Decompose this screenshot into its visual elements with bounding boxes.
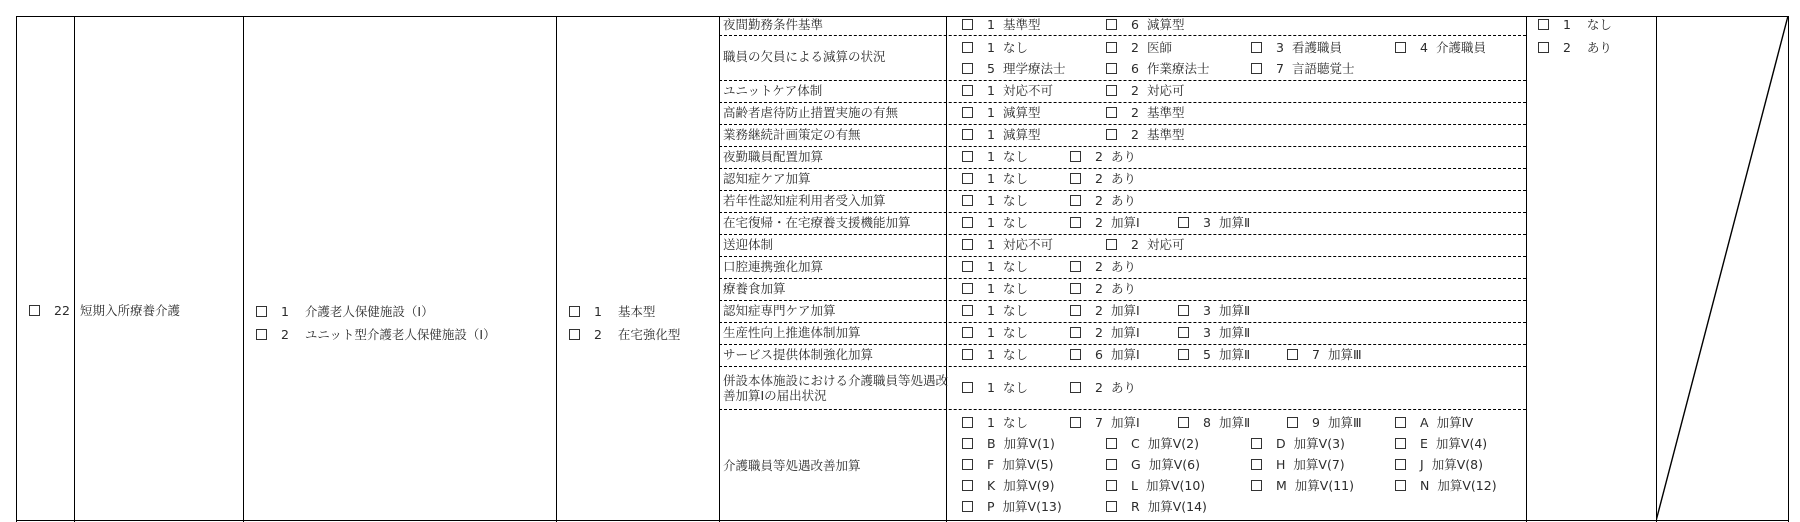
side-option-2[interactable]: 2 あり — [1538, 40, 1612, 56]
option-checkbox[interactable]: 1 なし — [962, 40, 1028, 56]
option-checkbox[interactable]: 1 基準型 — [962, 17, 1040, 33]
checkbox-icon[interactable] — [962, 417, 973, 428]
checkbox-icon[interactable] — [1070, 151, 1081, 162]
checkbox-icon[interactable] — [1251, 63, 1262, 74]
checkbox-icon[interactable] — [1106, 19, 1117, 30]
option-checkbox[interactable]: 3 加算Ⅱ — [1178, 303, 1250, 319]
option-checkbox[interactable]: 8 加算Ⅱ — [1178, 415, 1250, 431]
option-checkbox[interactable]: 1 なし — [962, 303, 1028, 319]
checkbox-icon[interactable] — [962, 107, 973, 118]
checkbox-icon[interactable] — [1070, 327, 1081, 338]
option-checkbox[interactable]: C 加算Ⅴ(2) — [1106, 436, 1199, 452]
option-checkbox[interactable]: 2 医師 — [1106, 40, 1172, 56]
option-checkbox[interactable]: 5 理学療法士 — [962, 61, 1065, 77]
diagonal-slash — [1656, 16, 1789, 521]
row-label: 高齢者虐待防止措置実施の有無 — [723, 105, 899, 120]
option-checkbox[interactable]: 1 なし — [962, 325, 1028, 341]
option-checkbox[interactable]: 1 なし — [962, 193, 1028, 209]
checkbox-icon[interactable] — [1070, 349, 1081, 360]
row-label: 若年性認知症利用者受入加算 — [723, 193, 886, 208]
option-checkbox[interactable]: E 加算Ⅴ(4) — [1395, 436, 1487, 452]
option-checkbox[interactable]: 3 看護職員 — [1251, 40, 1342, 56]
row-label: 職員の欠員による減算の状況 — [723, 49, 886, 64]
checkbox-icon[interactable] — [962, 239, 973, 250]
row-label: 業務継続計画策定の有無 — [723, 127, 861, 142]
row-label: サービス提供体制強化加算 — [723, 347, 874, 362]
option-checkbox[interactable]: 7 加算Ⅰ — [1070, 415, 1140, 431]
checkbox-icon[interactable] — [962, 438, 973, 449]
option-checkbox[interactable]: 3 加算Ⅱ — [1178, 215, 1250, 231]
option-checkbox[interactable]: 2 加算Ⅰ — [1070, 215, 1140, 231]
option-checkbox[interactable]: R 加算Ⅴ(14) — [1106, 499, 1207, 515]
option-checkbox[interactable]: K 加算Ⅴ(9) — [962, 478, 1054, 494]
option-checkbox[interactable]: 7 言語聴覚士 — [1251, 61, 1354, 77]
option-checkbox[interactable]: G 加算Ⅴ(6) — [1106, 457, 1200, 473]
service-name: 短期入所療養介護 — [80, 303, 181, 318]
option-checkbox[interactable]: 3 加算Ⅱ — [1178, 325, 1250, 341]
checkbox-icon[interactable] — [1106, 438, 1117, 449]
checkbox-icon[interactable] — [1538, 19, 1549, 30]
option-checkbox[interactable]: 1 なし — [962, 281, 1028, 297]
checkbox-icon[interactable] — [962, 305, 973, 316]
option-checkbox[interactable]: P 加算Ⅴ(13) — [962, 499, 1062, 515]
option-checkbox[interactable]: N 加算Ⅴ(12) — [1395, 478, 1497, 494]
checkbox-icon[interactable] — [1070, 305, 1081, 316]
option-checkbox[interactable]: 1 なし — [962, 259, 1028, 275]
option-checkbox[interactable]: 2 対応可 — [1106, 237, 1184, 253]
option-checkbox[interactable]: B 加算Ⅴ(1) — [962, 436, 1055, 452]
checkbox-icon[interactable] — [1178, 217, 1189, 228]
service-number: 22 — [54, 303, 70, 318]
option-checkbox[interactable]: 1 なし — [962, 347, 1028, 363]
checkbox-icon[interactable] — [1251, 42, 1262, 53]
checkbox-icon[interactable] — [1106, 239, 1117, 250]
checkbox-icon[interactable] — [962, 480, 973, 491]
service-select[interactable] — [29, 303, 70, 319]
row-label: 在宅復帰・在宅療養支援機能加算 — [723, 215, 911, 230]
option-checkbox[interactable]: 2 加算Ⅰ — [1070, 303, 1140, 319]
checkbox-icon[interactable] — [1070, 283, 1081, 294]
checkbox-icon[interactable] — [962, 283, 973, 294]
checkbox-icon[interactable] — [962, 173, 973, 184]
row-label: 夜間勤務条件基準 — [723, 17, 824, 32]
checkbox-icon[interactable] — [962, 151, 973, 162]
checkbox-icon[interactable] — [1251, 438, 1262, 449]
checkbox-icon[interactable] — [1287, 349, 1298, 360]
checkbox-icon[interactable] — [1070, 382, 1081, 393]
checkbox-icon[interactable] — [1106, 107, 1117, 118]
checkbox-icon[interactable] — [962, 85, 973, 96]
row-label: ユニットケア体制 — [723, 83, 823, 98]
row-label: 生産性向上推進体制加算 — [723, 325, 861, 340]
checkbox-icon[interactable] — [962, 63, 973, 74]
option-checkbox[interactable]: 6 減算型 — [1106, 17, 1184, 33]
row-label: 認知症専門ケア加算 — [723, 303, 836, 318]
option-checkbox[interactable]: 2 あり — [1070, 149, 1136, 165]
option-checkbox[interactable]: 2 加算Ⅰ — [1070, 325, 1140, 341]
checkbox-icon[interactable] — [1070, 173, 1081, 184]
checkbox-icon[interactable] — [962, 261, 973, 272]
row-label: 夜勤職員配置加算 — [723, 149, 824, 164]
checkbox-icon[interactable] — [962, 459, 973, 470]
checkbox-icon[interactable] — [256, 329, 267, 340]
checkbox-icon[interactable] — [962, 501, 973, 512]
row-label: 介護職員等処遇改善加算 — [723, 458, 861, 473]
checkbox-icon[interactable] — [1070, 261, 1081, 272]
option-checkbox[interactable]: 5 加算Ⅱ — [1178, 347, 1250, 363]
option-checkbox[interactable]: 2 あり — [1070, 193, 1136, 209]
option-checkbox[interactable]: 1 なし — [962, 215, 1028, 231]
checkbox-icon[interactable] — [569, 329, 580, 340]
checkbox-icon[interactable] — [1070, 195, 1081, 206]
checkbox-icon[interactable] — [256, 306, 267, 317]
checkbox-icon[interactable] — [962, 129, 973, 140]
checkbox-icon[interactable] — [1538, 42, 1549, 53]
checkbox-icon[interactable] — [1106, 459, 1117, 470]
checkbox-icon[interactable] — [1251, 480, 1262, 491]
option-checkbox[interactable]: 6 加算Ⅰ — [1070, 347, 1140, 363]
facility-kind-2[interactable]: 2 在宅強化型 — [569, 327, 680, 343]
checkbox-icon[interactable] — [1395, 438, 1406, 449]
checkbox-icon[interactable] — [1178, 417, 1189, 428]
option-checkbox[interactable]: 1 減算型 — [962, 127, 1040, 143]
row-label: 送迎体制 — [723, 237, 774, 252]
checkbox-icon[interactable] — [1178, 327, 1189, 338]
row-label: 口腔連携強化加算 — [723, 259, 824, 274]
row-label: 認知症ケア加算 — [723, 171, 811, 186]
checkbox-icon[interactable] — [962, 327, 973, 338]
option-checkbox[interactable]: 1 減算型 — [962, 105, 1040, 121]
checkbox-icon[interactable] — [1106, 480, 1117, 491]
side-option-1[interactable]: 1 なし — [1538, 17, 1612, 33]
checkbox-icon[interactable] — [1178, 305, 1189, 316]
option-checkbox[interactable]: 2 基準型 — [1106, 105, 1184, 121]
checkbox-icon[interactable] — [1395, 417, 1406, 428]
checkbox-icon[interactable] — [569, 306, 580, 317]
checkbox-icon[interactable] — [962, 42, 973, 53]
row-label: 療養食加算 — [723, 281, 786, 296]
option-checkbox[interactable]: H 加算Ⅴ(7) — [1251, 457, 1345, 473]
option-checkbox[interactable]: 2 基準型 — [1106, 127, 1184, 143]
checkbox-icon[interactable] — [1106, 129, 1117, 140]
option-checkbox[interactable]: L 加算Ⅴ(10) — [1106, 478, 1205, 494]
option-checkbox[interactable]: J 加算Ⅴ(8) — [1395, 457, 1483, 473]
checkbox-icon[interactable] — [1106, 63, 1117, 74]
checkbox-icon[interactable] — [962, 195, 973, 206]
checkbox-icon[interactable] — [1106, 501, 1117, 512]
option-checkbox[interactable]: 1 なし — [962, 171, 1028, 187]
facility-type-2[interactable]: 2 ユニット型介護老人保健施設（Ⅰ） — [256, 327, 496, 343]
checkbox-icon[interactable] — [1106, 42, 1117, 53]
option-checkbox[interactable]: 1 なし — [962, 415, 1028, 431]
checkbox-icon[interactable] — [962, 382, 973, 393]
row-label: 併設本体施設における介護職員等処遇改善加算Ⅰの届出状況 — [723, 373, 949, 403]
facility-kind-1[interactable]: 1 基本型 — [569, 304, 655, 320]
option-checkbox[interactable]: 1 なし — [962, 149, 1028, 165]
checkbox-icon[interactable] — [1395, 42, 1406, 53]
option-checkbox[interactable]: 2 あり — [1070, 380, 1136, 396]
option-checkbox[interactable]: F 加算Ⅴ(5) — [962, 457, 1053, 473]
option-checkbox[interactable]: 2 あり — [1070, 171, 1136, 187]
option-checkbox[interactable]: 2 対応可 — [1106, 83, 1184, 99]
checkbox-icon[interactable] — [29, 305, 40, 316]
checkbox-icon[interactable] — [962, 217, 973, 228]
checkbox-icon[interactable] — [1070, 217, 1081, 228]
checkbox-icon[interactable] — [1287, 417, 1298, 428]
option-checkbox[interactable]: 2 あり — [1070, 259, 1136, 275]
option-checkbox[interactable]: 1 対応不可 — [962, 237, 1053, 253]
checkbox-icon[interactable] — [1178, 349, 1189, 360]
checkbox-icon[interactable] — [1251, 459, 1262, 470]
option-checkbox[interactable]: A 加算Ⅳ — [1395, 415, 1473, 431]
checkbox-icon[interactable] — [962, 349, 973, 360]
option-checkbox[interactable]: 7 加算Ⅲ — [1287, 347, 1362, 363]
option-checkbox[interactable]: 9 加算Ⅲ — [1287, 415, 1362, 431]
checkbox-icon[interactable] — [1395, 459, 1406, 470]
checkbox-icon[interactable] — [1070, 417, 1081, 428]
option-checkbox[interactable]: 1 対応不可 — [962, 83, 1053, 99]
option-checkbox[interactable]: D 加算Ⅴ(3) — [1251, 436, 1345, 452]
checkbox-icon[interactable] — [1106, 85, 1117, 96]
checkbox-icon[interactable] — [1395, 480, 1406, 491]
option-checkbox[interactable]: 2 あり — [1070, 281, 1136, 297]
option-checkbox[interactable]: 1 なし — [962, 380, 1028, 396]
facility-type-1[interactable]: 1 介護老人保健施設（Ⅰ） — [256, 304, 434, 320]
option-checkbox[interactable]: 4 介護職員 — [1395, 40, 1486, 56]
checkbox-icon[interactable] — [962, 19, 973, 30]
option-checkbox[interactable]: M 加算Ⅴ(11) — [1251, 478, 1354, 494]
option-checkbox[interactable]: 6 作業療法士 — [1106, 61, 1209, 77]
